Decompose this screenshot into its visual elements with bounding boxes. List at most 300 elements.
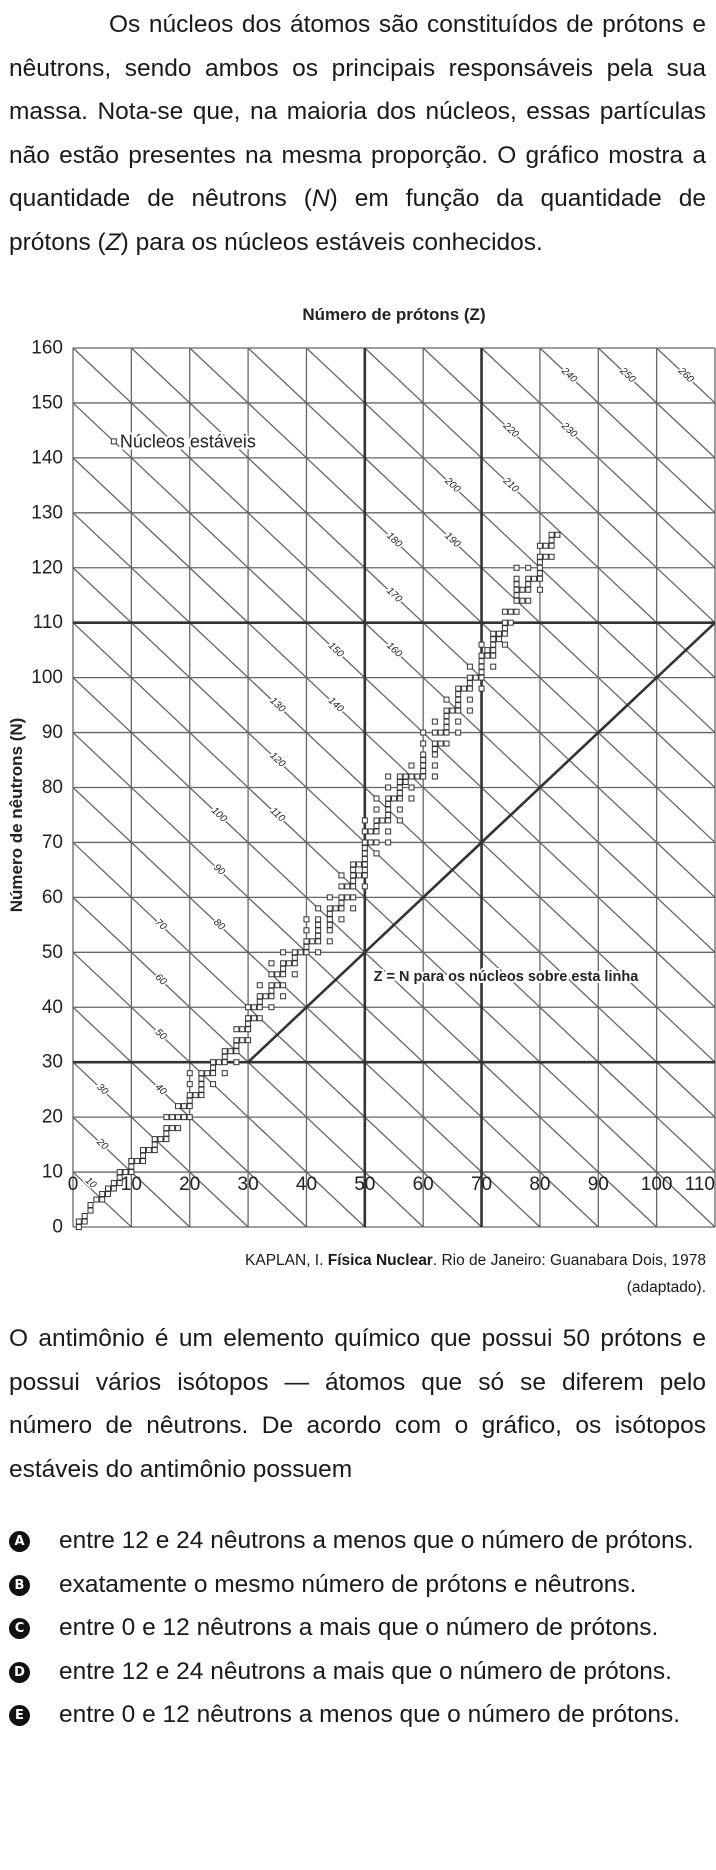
stable-nucleus-point (222, 1049, 227, 1054)
stable-nucleus-point (345, 884, 350, 889)
stable-nucleus-point (386, 812, 391, 817)
stable-nucleus-point (351, 895, 356, 900)
stable-nucleus-point (374, 823, 379, 828)
stable-nucleus-point (76, 1219, 81, 1224)
stable-nucleus-point (351, 867, 356, 872)
stable-nucleus-point (537, 565, 542, 570)
option-d[interactable] (0, 1650, 716, 1694)
stable-nucleus-point (158, 1137, 163, 1142)
stable-nucleus-point (397, 780, 402, 785)
answer-options (0, 1519, 716, 1737)
stable-nucleus-point (467, 697, 472, 702)
stable-nucleus-point (316, 939, 321, 944)
stable-nucleus-point (526, 576, 531, 581)
stable-nucleus-point (386, 840, 391, 845)
stable-nucleus-point (467, 664, 472, 669)
stable-nucleus-point (432, 763, 437, 768)
x-tick-label: 50 (354, 1173, 376, 1195)
stable-nucleus-point (251, 1005, 256, 1010)
stable-nucleus-point (199, 1093, 204, 1098)
option-text: entre 12 e 24 nêutrons a mais que o número de prótons. (59, 1657, 672, 1685)
stable-nucleus-point (491, 653, 496, 658)
stable-nucleus-point (502, 609, 507, 614)
stable-nucleus-point (526, 587, 531, 592)
stable-nucleus-point (508, 620, 513, 625)
mass-number-label: 10 (82, 1175, 99, 1191)
stable-nucleus-point (386, 807, 391, 812)
stable-nucleus-point (397, 807, 402, 812)
y-tick-label: 110 (32, 612, 63, 634)
stable-nucleus-point (479, 664, 484, 669)
x-axis-label: Número de prótons (Z) (302, 305, 486, 324)
stable-nucleus-point (211, 1065, 216, 1070)
option-letter-badge: B (9, 1575, 30, 1596)
stable-nucleus-point (403, 774, 408, 779)
stable-nucleus-point (146, 1148, 151, 1153)
stable-nucleus-point (211, 1082, 216, 1087)
stable-nucleus-point (502, 626, 507, 631)
stable-nucleus-point (129, 1159, 134, 1164)
y-tick-labels (31, 338, 63, 1238)
x-tick-label: 90 (587, 1173, 609, 1195)
stable-nucleus-point (205, 1071, 210, 1076)
stable-nucleus-point (199, 1076, 204, 1081)
stable-nucleus-point (327, 917, 332, 922)
grid-lines (73, 348, 715, 1227)
stable-nucleus-point (222, 1071, 227, 1076)
stable-nucleus-point (456, 730, 461, 735)
stable-nucleus-point (351, 884, 356, 889)
y-tick-label: 160 (31, 337, 63, 359)
stable-nucleus-point (170, 1126, 175, 1131)
stable-nucleus-point (491, 642, 496, 647)
stable-nucleus-point (199, 1071, 204, 1076)
stable-nucleus-point (356, 862, 361, 867)
stable-nucleus-point (327, 895, 332, 900)
stable-nucleus-point (281, 972, 286, 977)
stable-nucleus-point (275, 983, 280, 988)
stable-nucleus-point (152, 1142, 157, 1147)
stable-nucleus-point (94, 1197, 99, 1202)
stable-nucleus-point (292, 961, 297, 966)
stable-nucleus-point (257, 1016, 262, 1021)
stable-nucleus-point (380, 818, 385, 823)
stable-nucleus-point (298, 950, 303, 955)
y-tick-label: 10 (41, 1161, 63, 1183)
stable-nucleus-point (152, 1137, 157, 1142)
stable-nucleus-point (549, 538, 554, 543)
stable-nucleus-point (386, 774, 391, 779)
stable-nucleus-point (257, 999, 262, 1004)
stable-nucleus-point (386, 801, 391, 806)
stable-nucleus-point (374, 807, 379, 812)
mass-number-label: 170 (384, 585, 404, 605)
stable-nucleus-point (345, 895, 350, 900)
option-text: exatamente o mesmo número de prótons e nêutrons. (59, 1570, 637, 1598)
stable-nucleus-point (456, 697, 461, 702)
stable-nucleus-point (234, 1038, 239, 1043)
stable-nucleus-point (409, 796, 414, 801)
mass-number-label: 20 (94, 1136, 111, 1153)
stable-nucleus-point (479, 686, 484, 691)
stable-nucleus-point (275, 972, 280, 977)
stable-nucleus-point (397, 774, 402, 779)
stable-nucleus-point (222, 1060, 227, 1065)
stable-nucleus-point (438, 741, 443, 746)
option-letter-badge: E (9, 1705, 30, 1726)
x-tick-label: 10 (120, 1173, 142, 1195)
stable-nucleus-point (176, 1126, 181, 1131)
stable-nucleus-point (543, 554, 548, 559)
x-tick-label: 80 (529, 1173, 551, 1195)
stable-nucleus-point (444, 725, 449, 730)
stable-nucleus-point (386, 796, 391, 801)
stable-nucleus-point (444, 697, 449, 702)
stable-nucleus-point (135, 1159, 140, 1164)
stable-nucleus-point (281, 983, 286, 988)
stable-nucleus-point (333, 906, 338, 911)
stable-nucleus-point (281, 966, 286, 971)
stable-nucleus-point (409, 785, 414, 790)
stable-nucleus-point (444, 714, 449, 719)
stable-nucleus-point (491, 637, 496, 642)
stable-nucleus-point (234, 1060, 239, 1065)
stable-nucleus-point (164, 1115, 169, 1120)
stable-nucleus-point (269, 1005, 274, 1010)
stable-nucleus-point (491, 648, 496, 653)
stable-nucleus-point (508, 609, 513, 614)
stable-nucleus-point (432, 730, 437, 735)
mass-number-line (73, 403, 715, 1007)
stable-nucleus-point (479, 670, 484, 675)
stable-nucleus-point (502, 642, 507, 647)
stable-nucleus-point (211, 1071, 216, 1076)
option-letter-badge: C (9, 1618, 30, 1639)
x-tick-label: 0 (67, 1173, 79, 1195)
stable-nucleus-point (246, 1005, 251, 1010)
citation-author: KAPLAN, I. (245, 1252, 328, 1269)
stable-nucleus-point (456, 703, 461, 708)
stable-nucleus-point (269, 972, 274, 977)
mass-number-line (306, 348, 715, 733)
stable-nucleus-point (269, 961, 274, 966)
stable-nucleus-point (397, 785, 402, 790)
stable-nucleus-point (374, 829, 379, 834)
stable-nucleus-point (421, 741, 426, 746)
stable-nucleus-point (409, 763, 414, 768)
stable-nucleus-point (415, 774, 420, 779)
stable-nucleus-point (514, 598, 519, 603)
mass-number-label: 50 (152, 1026, 169, 1043)
stable-nucleus-point (403, 780, 408, 785)
stable-nucleus-point (100, 1197, 105, 1202)
stable-nucleus-point (351, 873, 356, 878)
stable-nucleus-point (327, 906, 332, 911)
neutron-proton-chart (0, 305, 716, 1240)
option-a[interactable] (0, 1519, 716, 1563)
stable-nucleus-point (246, 1038, 251, 1043)
mass-number-label: 210 (500, 475, 521, 496)
mass-number-label: 180 (384, 530, 404, 550)
stable-nucleus-point (292, 955, 297, 960)
stable-nucleus-point (397, 790, 402, 795)
stable-nucleus-point (269, 983, 274, 988)
x-tick-label: 20 (179, 1173, 201, 1195)
stable-nucleus-point (246, 1027, 251, 1032)
mass-number-label: 80 (211, 917, 227, 933)
stable-nucleus-point (292, 972, 297, 977)
stable-nucleus-point (520, 587, 525, 592)
stable-nucleus-point (444, 741, 449, 746)
stable-nucleus-point (152, 1148, 157, 1153)
stable-nucleus-point (456, 692, 461, 697)
option-letter-badge: A (9, 1531, 30, 1552)
stable-nucleus-point (141, 1148, 146, 1153)
y-tick-label: 30 (41, 1051, 63, 1073)
stable-nucleus-point (537, 587, 542, 592)
stable-nucleus-point (362, 840, 367, 845)
stable-nucleus-point (421, 763, 426, 768)
stable-nucleus-point (479, 659, 484, 664)
stable-nucleus-point (316, 922, 321, 927)
stable-nucleus-point (141, 1153, 146, 1158)
stable-nucleus-point (456, 719, 461, 724)
stable-nucleus-point (111, 1181, 116, 1186)
stable-nucleus-point (193, 1093, 198, 1098)
stable-nucleus-point (514, 609, 519, 614)
stable-nucleus-point (514, 565, 519, 570)
y-tick-label: 60 (41, 886, 63, 908)
stable-nucleus-point (304, 939, 309, 944)
stable-nucleus-point (491, 631, 496, 636)
stable-nucleus-point (234, 1043, 239, 1048)
stable-nucleus-point (444, 708, 449, 713)
legend-label: Núcleos estáveis (119, 431, 256, 452)
mass-number-line (73, 568, 715, 1172)
option-b[interactable] (0, 1563, 716, 1607)
stable-nucleus-point (187, 1115, 192, 1120)
option-text: entre 12 e 24 nêutrons a menos que o número de prótons. (59, 1527, 694, 1554)
stable-nucleus-point (339, 895, 344, 900)
mass-number-label: 60 (152, 971, 169, 988)
stable-nucleus-point (432, 752, 437, 757)
mass-number-label: 220 (500, 420, 521, 441)
stable-nucleus-point (421, 769, 426, 774)
x-tick-label: 30 (237, 1173, 259, 1195)
intro-paragraph (9, 3, 706, 265)
stable-nucleus-point (537, 576, 542, 581)
stable-nucleus-point (281, 994, 286, 999)
y-axis-label: Número de nêutrons (N) (7, 717, 26, 913)
stable-nucleus-point (316, 917, 321, 922)
mass-number-label: 100 (209, 805, 229, 825)
y-tick-label: 70 (41, 831, 63, 853)
intro-var-z: Z (105, 228, 121, 256)
stable-nucleus-point (316, 933, 321, 938)
stable-nucleus-point (82, 1214, 87, 1219)
stable-nucleus-point (257, 994, 262, 999)
stable-nucleus-point (362, 851, 367, 856)
stable-nucleus-point (502, 631, 507, 636)
stable-nucleus-point (368, 840, 373, 845)
stable-nucleus-point (526, 582, 531, 587)
stable-nucleus-point (432, 719, 437, 724)
option-letter-badge: D (9, 1662, 30, 1683)
option-text: entre 0 e 12 nêutrons a mais que o número de prótons. (59, 1614, 659, 1642)
stable-nucleus-point (316, 906, 321, 911)
intro-text-1: Os núcleos dos átomos são constituídos de prótons e nêutrons, sendo ambos os principais responsáveis pela sua massa. Nota-se que, na maioria dos núcleos, essas partículas não estão presentes na mesma proporção. O gráfico mostra a quantidade de nêutrons ( (9, 11, 706, 213)
stable-nucleus-point (362, 862, 367, 867)
stable-nucleus-point (479, 675, 484, 680)
stable-nucleus-point (467, 708, 472, 713)
mass-number-label: 260 (675, 365, 696, 386)
stable-nucleus-point (397, 818, 402, 823)
stable-nucleus-point (386, 785, 391, 790)
stable-nucleus-point (432, 741, 437, 746)
stable-nucleus-point (537, 560, 542, 565)
y-tick-label: 50 (41, 941, 63, 963)
stable-nucleus-point (82, 1219, 87, 1224)
mass-number-label: 90 (211, 862, 227, 878)
stable-nucleus-point (368, 829, 373, 834)
stable-nucleus-point (543, 543, 548, 548)
stable-nucleus-point (479, 653, 484, 658)
stable-nucleus-point (497, 637, 502, 642)
mass-number-label: 120 (267, 750, 288, 770)
stable-nucleus-point (187, 1082, 192, 1087)
stable-nucleus-point (240, 1038, 245, 1043)
stable-nucleus-point (362, 873, 367, 878)
stable-nucleus-point (257, 983, 262, 988)
stable-nucleus-point (351, 906, 356, 911)
x-tick-labels (68, 1174, 715, 1195)
stable-nucleus-point (374, 851, 379, 856)
mass-number-line (190, 348, 715, 842)
y-tick-label: 140 (31, 447, 63, 469)
citation-title: Física Nuclear (327, 1252, 433, 1269)
stable-nucleus-point (181, 1115, 186, 1120)
mass-number-label: 30 (94, 1081, 111, 1098)
stable-nucleus-point (444, 730, 449, 735)
stable-nucleus-point (286, 961, 291, 966)
y-tick-label: 120 (31, 557, 63, 579)
stable-nucleus-point (537, 554, 542, 559)
stable-nucleus-point (327, 928, 332, 933)
stable-nucleus-point (467, 681, 472, 686)
mass-number-label: 200 (442, 475, 463, 496)
y-tick-label: 100 (31, 667, 63, 689)
y-tick-label: 90 (41, 722, 63, 744)
stable-nucleus-point (164, 1131, 169, 1136)
y-tick-label: 20 (41, 1106, 63, 1128)
stable-nucleus-point (257, 1005, 262, 1010)
stable-nucleus-point (392, 796, 397, 801)
stable-nucleus-point (526, 565, 531, 570)
option-e[interactable] (0, 1693, 716, 1737)
stable-nucleus-point (304, 928, 309, 933)
stable-nucleus-point (304, 917, 309, 922)
stable-nucleus-point (362, 884, 367, 889)
stable-nucleus-point (444, 719, 449, 724)
mass-number-label: 140 (325, 695, 346, 715)
stable-nucleus-point (479, 642, 484, 647)
stable-nucleus-point (339, 873, 344, 878)
x-tick-label: 60 (412, 1173, 434, 1195)
stable-nucleus-point (164, 1137, 169, 1142)
stable-nucleus-point (514, 576, 519, 581)
stable-nucleus-point (339, 884, 344, 889)
stable-nucleus-point (88, 1208, 93, 1213)
mass-number-line (423, 348, 715, 623)
option-text: entre 0 e 12 nêutrons a menos que o número de prótons. (59, 1701, 681, 1729)
stable-nucleus-point (339, 917, 344, 922)
stable-nucleus-point (362, 818, 367, 823)
y-tick-label: 150 (31, 392, 63, 414)
stable-nucleus-point (386, 818, 391, 823)
y-tick-label: 0 (52, 1216, 63, 1238)
stable-nucleus-point (327, 922, 332, 927)
stable-nucleus-point (251, 1016, 256, 1021)
reference-line-label: Z = N para os núcleos sobre esta linha (373, 969, 639, 986)
stable-nucleus-point (316, 928, 321, 933)
option-c[interactable] (0, 1606, 716, 1650)
stable-nucleus-point (187, 1104, 192, 1109)
stable-nucleus-point (421, 774, 426, 779)
stable-nucleus-point (222, 1054, 227, 1059)
stable-nucleus-point (240, 1027, 245, 1032)
stable-nucleus-point (374, 796, 379, 801)
stable-nucleus-point (456, 686, 461, 691)
stable-nucleus-point (351, 878, 356, 883)
stable-nucleus-point (181, 1104, 186, 1109)
x-tick-label: 100 (640, 1173, 673, 1195)
stable-nucleus-point (269, 988, 274, 993)
x-tick-label: 40 (295, 1173, 318, 1195)
stable-nucleus-point (339, 906, 344, 911)
mass-number-label: 130 (267, 695, 288, 715)
stable-nucleus-point (485, 648, 490, 653)
stable-nucleus-point (281, 961, 286, 966)
citation (186, 1247, 706, 1301)
mass-number-label: 240 (559, 365, 579, 386)
mass-number-label: 40 (152, 1081, 169, 1098)
x-tick-label: 70 (470, 1173, 493, 1195)
stable-nucleus-point (211, 1060, 216, 1065)
stable-nucleus-point (88, 1203, 93, 1208)
intro-text-2: ) em função da quantidade de prótons ( (9, 185, 707, 256)
stable-nucleus-point (234, 1027, 239, 1032)
stable-nucleus-point (199, 1082, 204, 1087)
stable-nucleus-point (129, 1164, 134, 1169)
question-text: O antimônio é um elemento químico que possui 50 prótons e possui vários isótopos — átomos que só se diferem pelo número de nêutrons. De acordo com o gráfico, os isótopos estáveis do antimônio possuem (9, 1325, 706, 1483)
stable-nucleus-point (362, 856, 367, 861)
stable-nucleus-point (432, 774, 437, 779)
stable-nucleus-point (549, 554, 554, 559)
stable-nucleus-point (520, 598, 525, 603)
stable-nucleus-point (106, 1192, 111, 1197)
stable-nucleus-point (304, 950, 309, 955)
intro-text-3: ) para os núcleos estáveis conhecidos. (120, 228, 543, 256)
stable-nucleus-point (187, 1093, 192, 1098)
intro-var-n: N (311, 185, 330, 213)
stable-nucleus-point (327, 911, 332, 916)
stable-nucleus-point (514, 587, 519, 592)
stable-nucleus-point (532, 576, 537, 581)
stable-nucleus-point (456, 708, 461, 713)
stable-nucleus-point (462, 686, 467, 691)
stable-nucleus-point (164, 1126, 169, 1131)
stable-nucleus-point (421, 752, 426, 757)
